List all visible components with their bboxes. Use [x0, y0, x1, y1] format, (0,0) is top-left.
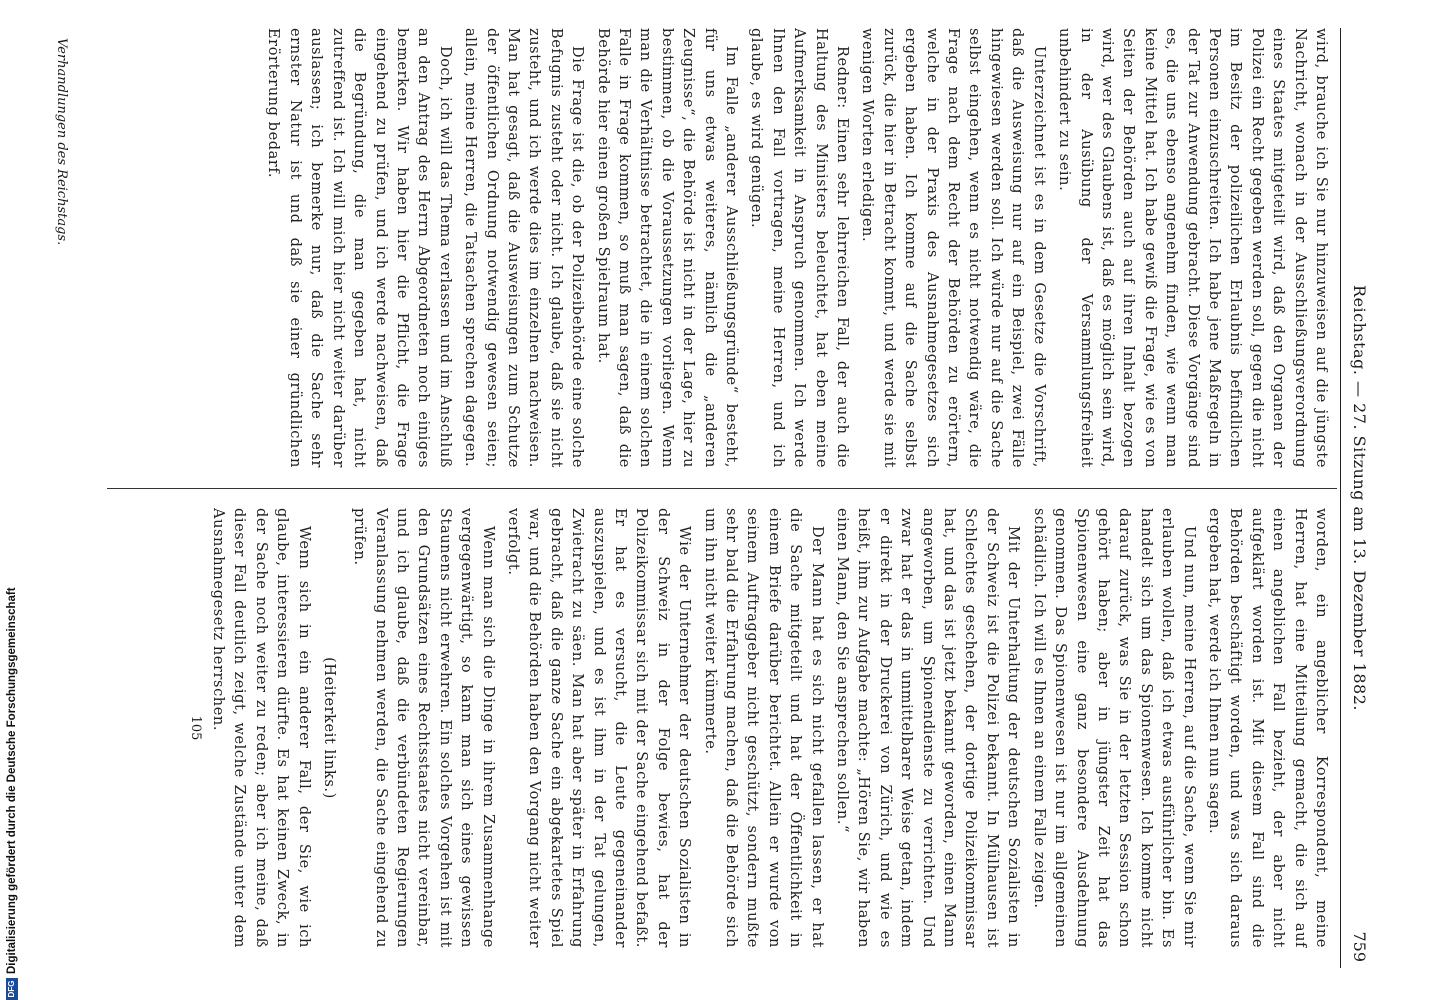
left-paragraph: wird, brauche ich Sie nur hinzuweisen auf die jüngste Nachricht, wonach in der Ausschließungsverordnung eines Staates mitgeteilt wird, daß den Organen der Polizei ein Recht gegeben werden soll, gegen die nicht im Besitz der polizeilichen Erlaubnis befindlichen Personen einzuschreiten. Ich habe jene Maßregeln in der Tat zur Anwendung gebracht. Diese Vorgänge sind es, die uns ebenso angenehm finden, wie wenn man keine Mittel hat. Ich habe gewiß die Frage, wie es von Seiten der Behörden auch auf ihren Inhalt bezogen wird, wer des Glaubens ist, daß es möglich sein wird, in der Ausübung der Versammlungsfreiheit unbehindert zu sein. — [1056, 28, 1329, 468]
document-page — [35, 28, 1375, 968]
right-paragraph: Wenn man sich die Dinge in ihrem Zusammenhange vergegenwärtigt, so kann man sich eines gewissen Staunens nicht erwehren. Ein solches Vorgehen ist mit den Grundsätzen eines Rechtsstaates nicht vereinbar, und ich glaube, daß die verbündeten Regierungen Veranlassung nehmen werden, die Sache eingehend zu prüfen. — [351, 508, 496, 948]
page-header — [1335, 28, 1375, 968]
right-column — [71, 508, 1331, 948]
page-footer: Verhandlungen des Reichstags. — [54, 38, 69, 246]
left-paragraph: Redner: Einen sehr lehrreichen Fall, der auch die Haltung des Ministers beleuchtet, hat eben meine Aufmerksamkeit in Anspruch genommen. Ich werde Ihnen den Fall vortragen, meine Herren, und ich glaube, es wird genügen. — [748, 28, 851, 468]
page-number: 759 — [1350, 931, 1369, 962]
right-paragraph: Wenn sich in ein anderer Fall, der Sie, wie ich glaube, interessieren dürfte. Es hat keinen Zweck, in der Sache noch weiter zu reden; aber ich meine, daß dieser Fall deutlich zeigt, welche Zustände unter dem Ausnahmegesetz herrschen. — [210, 508, 312, 948]
column-divider — [107, 488, 1337, 489]
right-paragraph: worden, ein angeblicher Korrespondent, meine Herren, hat eine Mitteilung gemacht, die sich auf einen angeblichen Fall bezieht, der aber nicht aufgeklärt worden ist. Mit diesem Fall sind die Behörden beschäftigt worden, und was sich daraus ergeben hat, werde ich Ihnen nun sagen. — [1205, 508, 1329, 948]
left-paragraph: Im Falle „anderer Ausschließungsgründe“ besteht, für uns etwas weiteres, nämlich die „anderen Zeugnisse“, die Behörde ist nicht in der Lage, hier zu bestimmen, ob die Voraussetzungen vorliegen. Wenn man die Verhältnisse betrachtet, die in einem solchen Falle in Frage kommen, so muß man sagen, daß die Behörde hier einen großen Spielraum hat. — [594, 28, 740, 468]
running-head: Reichstag. — 27. Sitzung am 13. Dezember 1882. — [1350, 285, 1369, 711]
right-paragraph: Der Mann hat es sich nicht gefallen lassen, er hat die Sache mitgeteilt und hat der Öffentlichkeit in einem Briefe darüber berichtet. Allein er wurde von seinem Auftraggeber nicht geschützt, sondern mußte sehr bald die Erfahrung machen, daß die Behörde sich um ihn nicht weiter kümmerte. — [701, 508, 825, 948]
digitization-text: Digitalisierung gefördert durch die Deutsche Forschungsgemeinschaft — [6, 587, 18, 974]
dfg-logo-icon: DFG — [6, 978, 18, 1000]
right-paragraph: Und nun, meine Herren, auf die Sache, wenn Sie mir erlauben wollen, daß ich etwas ausführlicher bin. Es handelt sich um das Spionenwesen. Ich komme nicht darauf zurück, was Sie in der letzten Session schon gehört haben; aber in jüngster Zeit hat das Spionenwesen eine ganz besondere Ausdehnung genommen. Das Spionenwesen ist nur im allgemeinen schädlich. Ich will es Ihnen an einem Falle zeigen. — [1030, 508, 1197, 948]
right-paragraph: Mit der Unterhaltung der deutschen Sozialisten in der Schweiz ist die Polizei bekannt. In Mülhausen ist Schlechtes geschehen, der dortige Polizeikommissar hat, und das ist jetzt bekannt geworden, einen Mann angeworben, um Spionendienste zu verrichten. Und zwar hat er das in unmittelbarer Weise getan, indem er direkt in der Druckerei von Zürich, und wie es heißt, ihm zur Aufgabe machte: „Hören Sie, wir haben einen Mann, den Sie ansprechen sollen.“ — [834, 508, 1022, 948]
left-column — [71, 28, 1331, 468]
digitization-note — [4, 0, 20, 1000]
left-paragraph: Die Frage ist die, ob der Polizeibehörde eine solche Befugnis zusteht oder nicht. Ich glaube, daß sie nicht zusteht, und ich werde dies im einzelnen nachweisen. Man hat gesagt, daß die Ausweisungen zum Schutze der öffentlichen Ordnung notwendig gewesen seien; allein, meine Herren, die Tatsachen sprechen dagegen. — [462, 28, 586, 468]
interjection: (Heiterkeit links.) — [320, 657, 337, 799]
left-paragraph: Doch, ich will das Thema verlassen und im Anschluß an den Antrag des Herrn Abgeordneten noch einiges bemerken. Wir haben hier die Pflicht, die Frage eingehend zu prüfen, und ich werde nachweisen, daß die Begründung, die man gegeben hat, nicht zutreffend ist. Ich will mich hier nicht weiter darüber auslassen; ich bemerke nur, daß die Sache sehr ernster Natur ist und daß sie einer gründlichen Erörterung bedarf. — [265, 28, 453, 468]
header-rule — [1340, 28, 1341, 968]
signature-mark: 105 — [187, 715, 203, 741]
right-paragraph: Wie der Unternehmer der deutschen Sozialisten in der Schweiz in der Folge bewies, hat der Polizeikommissar sich mit der Sache eingehend befaßt. Er hat es versucht, die Leute gegeneinander auszuspielen, und es ist ihm in der Tat gelungen, Zwietracht zu säen. Man hat aber später in Erfahrung gebracht, daß die ganze Sache ein abgekartetes Spiel war, und die Behörden haben den Vorgang nicht weiter verfolgt. — [504, 508, 693, 948]
left-paragraph: Unterzeichnet ist es in dem Gesetze die Vorschrift, daß die Ausweisung nur auf ein Beispiel, zwei Fälle hingewiesen werden soll. Ich würde nur auf die Sache selbst eingehen, wenn es nicht notwendig wäre, die Frage nach dem Recht der Behörden zu erörtern, welche in der Praxis des Ausnahmegesetzes sich ergeben haben. Ich komme auf die Sache selbst zurück, die hier in Betracht kommt, und werde sie mit wenigen Worten erledigen. — [859, 28, 1047, 468]
